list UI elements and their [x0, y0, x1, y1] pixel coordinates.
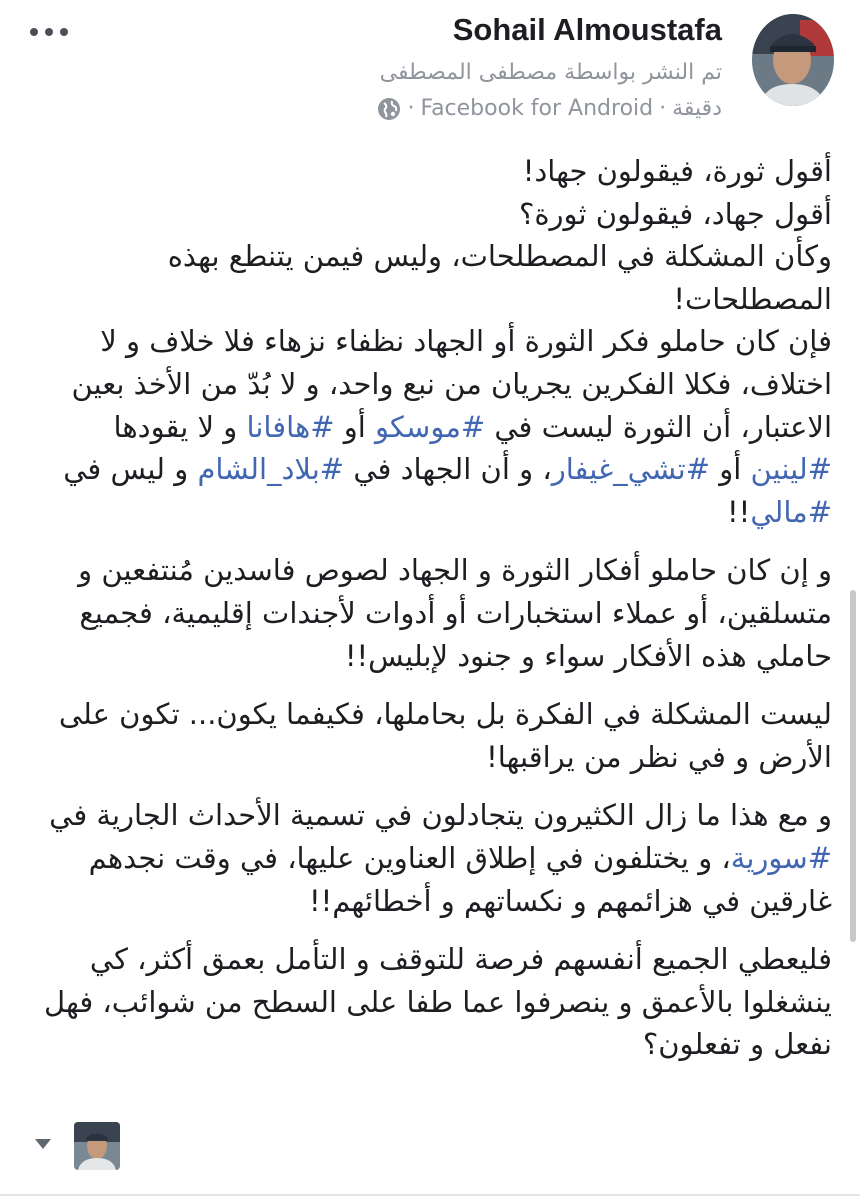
post-text: وكأن المشكلة في المصطلحات، وليس فيمن يتنطع بهذه المصطلحات! — [167, 239, 832, 316]
post-meta — [377, 96, 722, 121]
post-text: أقول جهاد، فيقولون ثورة؟ — [518, 196, 832, 231]
separator: · — [407, 96, 415, 121]
post-text: ، و يختلفون في إطلاق العناوين عليها، في وقت نجدهم غارقين في هزائمهم و نكساتهم و أخطائهم!! — [88, 840, 832, 918]
post-text: أو — [334, 409, 376, 444]
post-text: !! — [727, 494, 751, 529]
divider — [0, 1194, 860, 1196]
more-options-button[interactable] — [30, 28, 68, 36]
post-text: ليست المشكلة في الفكرة بل بحاملها، فكيفما يكون... تكون على الأرض و في نظر من يراقبها! — [58, 697, 832, 774]
post-time[interactable]: دقيقة — [672, 96, 722, 121]
hashtag-link[interactable]: #تشي_غيفار — [551, 452, 711, 487]
hashtag-link[interactable]: #لينين — [750, 452, 832, 487]
post-paragraph — [34, 150, 832, 533]
post-text: فليعطي الجميع أنفسهم فرصة للتوقف و التأمل بعمق أكثر، كي ينشغلوا بالأعمق و ينصرفوا عما طفا على السطح من شوائب، فهل نفعل و تفعلون؟ — [44, 942, 832, 1062]
user-avatar — [74, 1122, 120, 1170]
hashtag-link[interactable]: #موسكو — [375, 409, 486, 444]
hashtag-link[interactable]: #بلاد_الشام — [197, 452, 345, 487]
separator: · — [659, 96, 667, 121]
chevron-down-icon[interactable] — [34, 1138, 52, 1150]
post-text: أقول ثورة، فيقولون جهاد! — [522, 154, 832, 188]
post-text: و مع هذا ما زال الكثيرون يتجادلون في تسمية الأحداث الجارية في — [49, 798, 832, 833]
author-name[interactable]: Sohail Almoustafa — [452, 12, 722, 47]
post-text: فإن كان حاملو فكر الثورة أو الجهاد نظفاء نزهاء فلا خلاف و لا اختلاف، فكلا الفكرين يجريان من نبع واحد، و لا بُدّ من الأخذ بعين الاعتبار، أن الثورة ليست في — [71, 324, 832, 444]
hashtag-link[interactable]: #هافانا — [246, 409, 335, 444]
app-source[interactable]: Facebook for Android — [420, 96, 654, 121]
dot-icon — [30, 28, 38, 36]
post-text: ، و أن الجهاد في — [344, 452, 552, 487]
comment-avatar[interactable] — [74, 1122, 120, 1170]
scrollbar[interactable] — [850, 590, 856, 942]
post-paragraph — [34, 938, 832, 1066]
author-avatar[interactable] — [752, 14, 834, 106]
dot-icon — [60, 28, 68, 36]
post-paragraph — [34, 549, 832, 677]
post-paragraph — [34, 794, 832, 922]
dot-icon — [45, 28, 53, 36]
post-text: و إن كان حاملو أفكار الثورة و الجهاد لصوص فاسدين مُنتفعين و متسلقين، أو عملاء استخبارات أو أدوات لأجندات إقليمية، فجميع حاملي هذه الأفكار سواء و جنود لإبليس!! — [78, 553, 832, 673]
post-body — [34, 150, 832, 1082]
globe-icon[interactable] — [377, 97, 401, 121]
hashtag-link[interactable]: #مالي — [750, 494, 832, 529]
post-text: أو — [710, 452, 751, 487]
hashtag-link[interactable]: #سورية — [730, 840, 832, 875]
post-paragraph — [34, 693, 832, 778]
profile-photo — [752, 14, 834, 106]
post-text: و ليس في — [63, 452, 198, 487]
post-text: و لا يقودها — [113, 409, 247, 444]
posted-by-text: تم النشر بواسطة مصطفى المصطفى — [379, 60, 722, 85]
